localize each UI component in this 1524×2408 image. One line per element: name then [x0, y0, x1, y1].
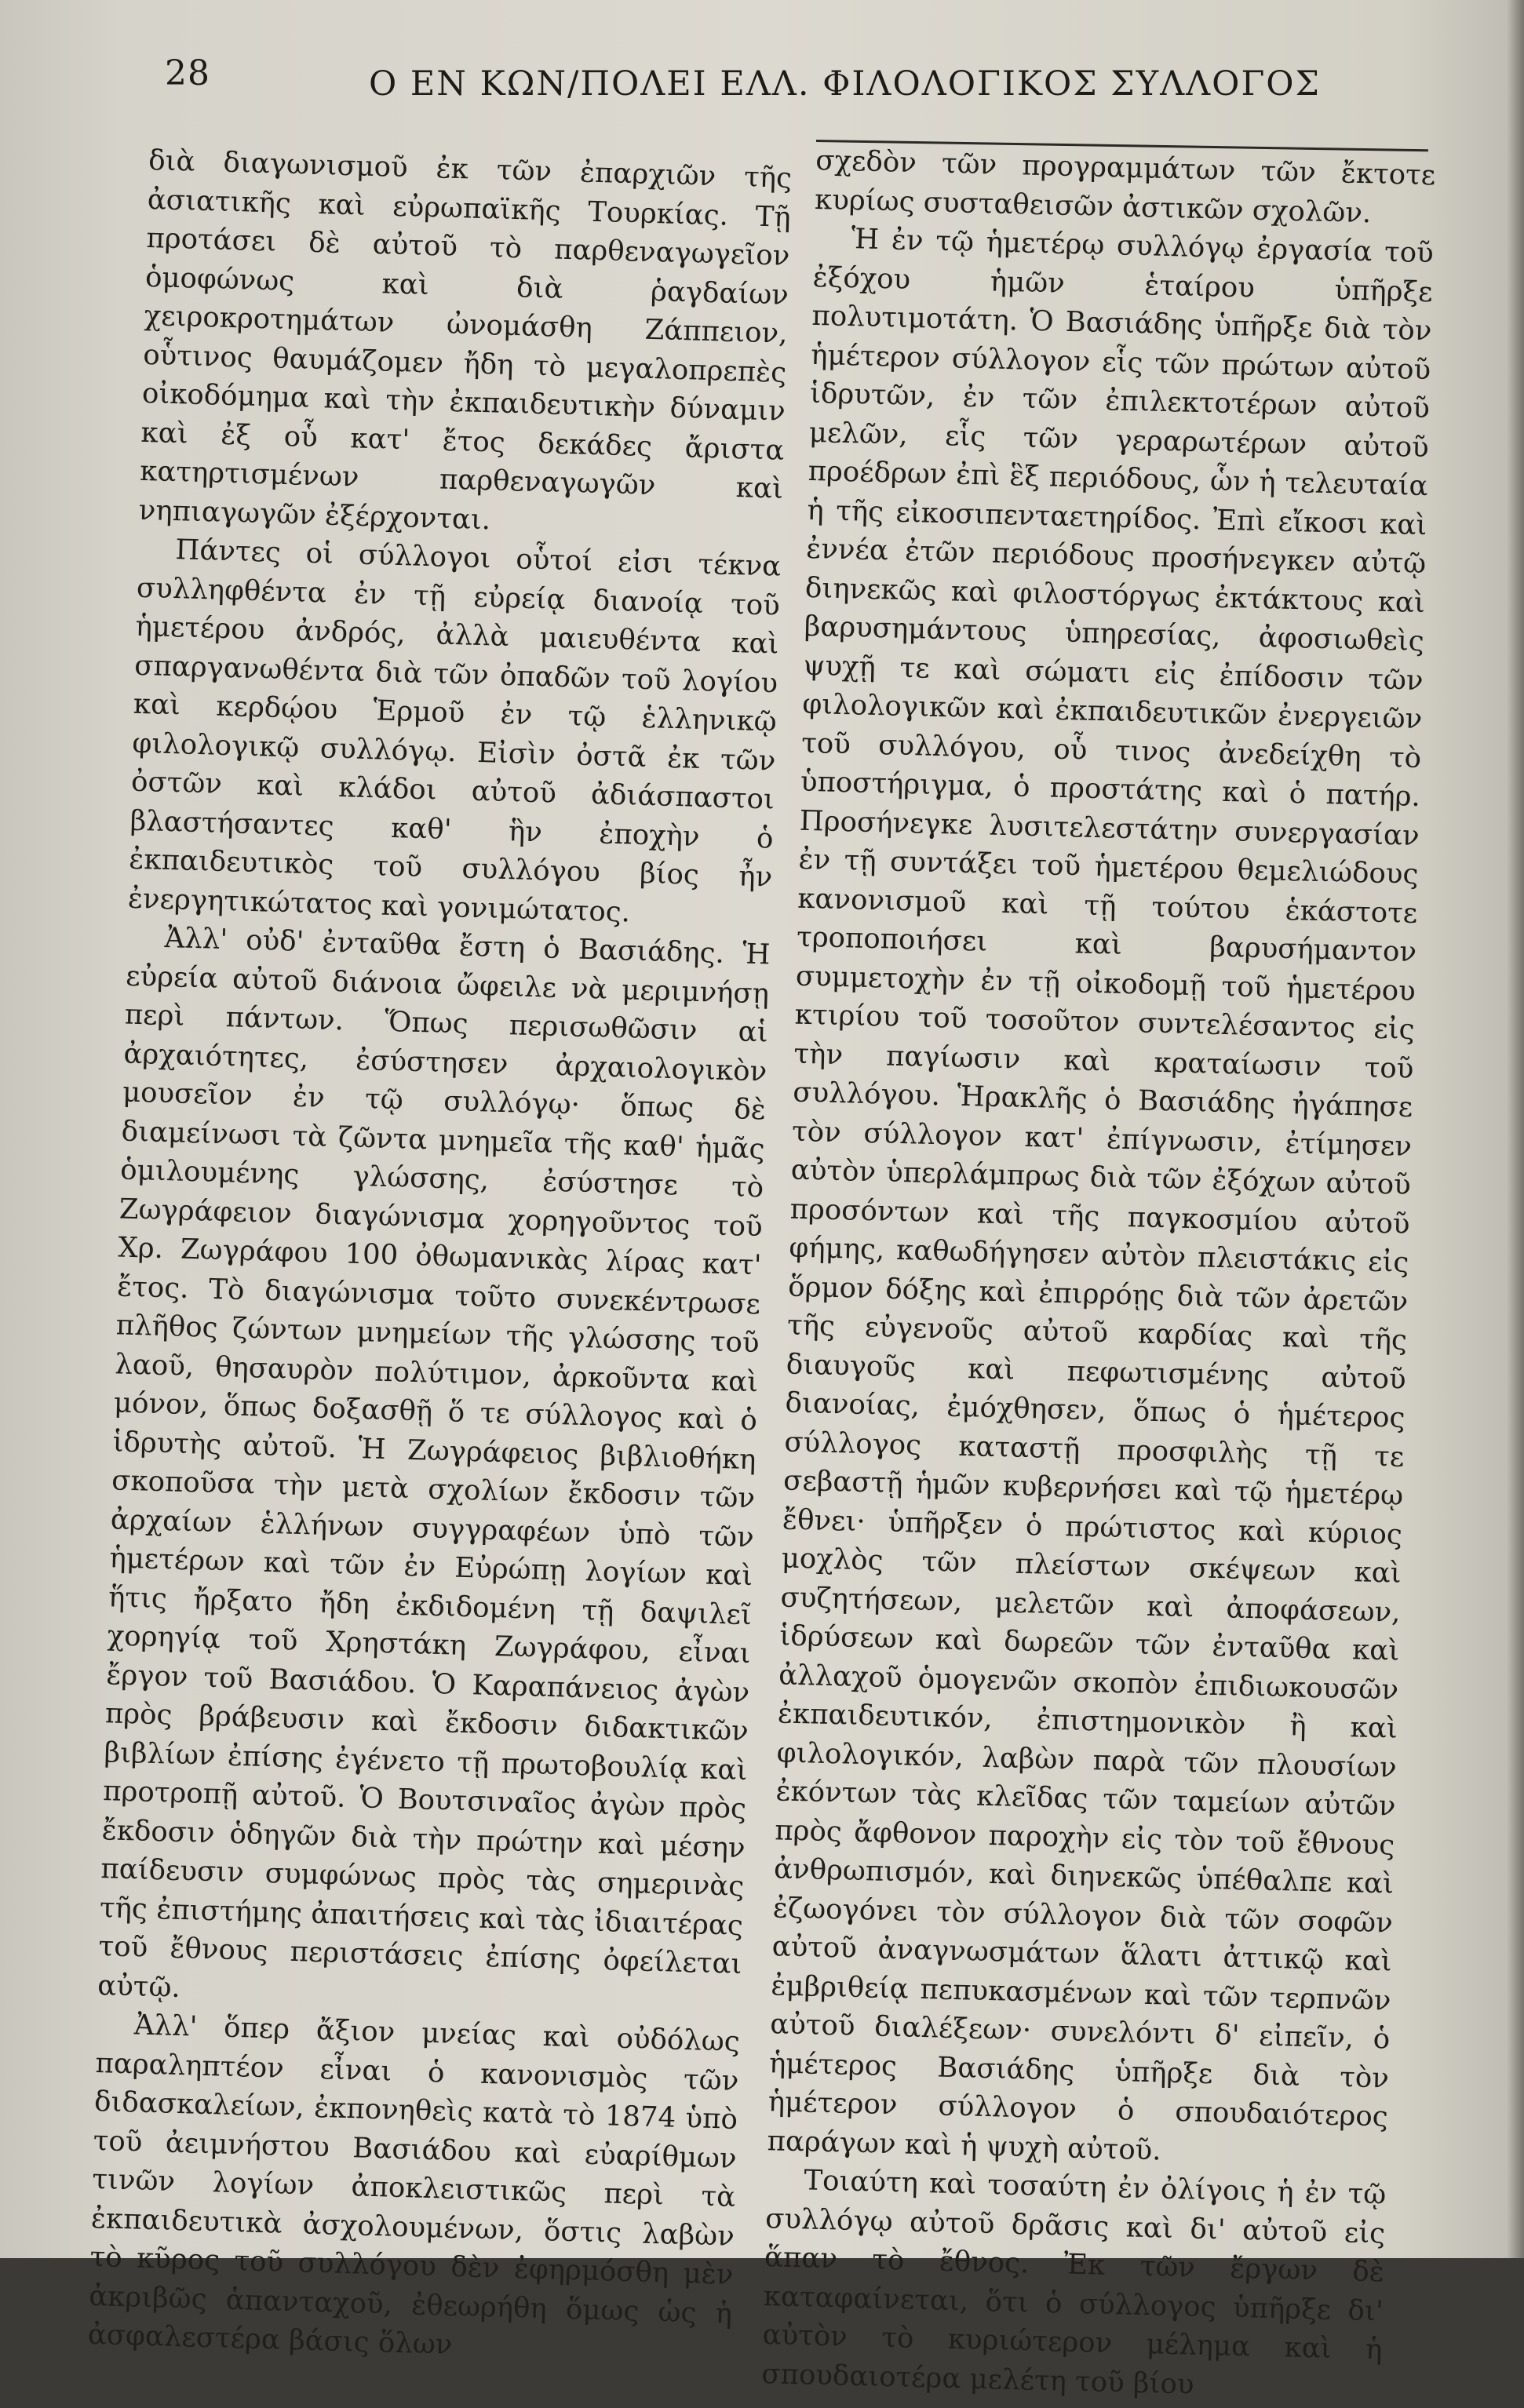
- left-paragraph: Πάντες οἱ σύλλογοι οὗτοί εἰσι τέκνα συλληφθέντα ἐν τῇ εὐρείᾳ διανοίᾳ τοῦ ἡμετέρου ἀνδρός, ἀλλὰ μαιευθέντα καὶ σπαργανωθέντα διὰ τῶν ὀπαδῶν τοῦ λογίου καὶ κερδῴου Ἑρμοῦ ἐν τῷ ἑλληνικῷ φιλολογικῷ συλλόγῳ. Εἰσὶν ὀστᾶ ἐκ τῶν ὀστῶν καὶ κλάδοι αὐτοῦ ἀδιάσπαστοι βλαστήσαντες καθ' ἣν ἐποχὴν ὁ ἐκπαιδευτικὸς τοῦ συλλόγου βίος ἦν ἐνεργητικώτατος καὶ γονιμώτατος.: [127, 534, 782, 928]
- left-paragraph: Ἀλλ' οὐδ' ἐνταῦθα ἔστη ὁ Βασιάδης. Ἡ εὐρεία αὐτοῦ διάνοια ὤφειλε νὰ μεριμνήσῃ περὶ πάντων. Ὅπως περισωθῶσιν αἱ ἀρχαιότητες, ἐσύστησεν ἀρχαιολογικὸν μουσεῖον ἐν τῷ συλλόγῳ· ὅπως δὲ διαμείνωσι τὰ ζῶντα μνημεῖα τῆς καθ' ἡμᾶς ὁμιλουμένης γλώσσης, ἐσύστησε τὸ Ζωγράφειον διαγώνισμα χορηγοῦντος τοῦ Χρ. Ζωγράφου 100 ὀθωμανικὰς λίρας κατ' ἔτος. Τὸ διαγώνισμα τοῦτο συνεκέντρωσε πλῆθος ζώντων μνημείων τῆς γλώσσης τοῦ λαοῦ, θησαυρὸν πολύτιμον, ἀρκοῦντα καὶ μόνον, ὅπως δοξασθῇ ὅ τε σύλλογος καὶ ὁ ἱδρυτὴς αὐτοῦ. Ἡ Ζωγράφειος βιβλιοθήκη σκοποῦσα τὴν μετὰ σχολίων ἔκδοσιν τῶν ἀρχαίων ἑλλήνων συγγραφέων ὑπὸ τῶν ἡμετέρων καὶ τῶν ἐν Εὐρώπῃ λογίων καὶ ἥτις ἤρξατο ἤδη ἐκδιδομένη τῇ δαψιλεῖ χορηγίᾳ τοῦ Χρηστάκη Ζωγράφου, εἶναι ἔργον τοῦ Βασιάδου. Ὁ Καραπάνειος ἀγὼν πρὸς βράβευσιν καὶ ἔκδοσιν διδακτικῶν βιβλίων ἐπίσης ἐγένετο τῇ πρωτοβουλίᾳ καὶ προτροπῇ αὐτοῦ. Ὁ Βουτσιναῖος ἀγὼν πρὸς ἔκδοσιν ὁδηγῶν διὰ τὴν πρώτην καὶ μέσην παίδευσιν συμφώνως πρὸς τὰς σημερινὰς τῆς ἐπιστήμης ἀπαιτήσεις καὶ τὰς ἰδιαιτέρας τοῦ ἔθνους περιστάσεις ἐπίσης ὀφείλεται αὐτῷ.: [97, 921, 771, 2004]
- left-paragraph: Ἀλλ' ὅπερ ἄξιον μνείας καὶ οὐδόλως παραληπτέον εἶναι ὁ κανονισμὸς τῶν διδασκαλείων, ἐκπονηθεὶς κατὰ τὸ 1874 ὑπὸ τοῦ ἀειμνήστου Βασιάδου καὶ εὐαρίθμων τινῶν λογίων ἀποκλειστικῶς περὶ τὰ ἐκπαιδευτικὰ ἀσχολουμένων, ὅστις λαβὼν τὸ κῦρος τοῦ συλλόγου δὲν ἐφηρμόσθη μὲν ἀκριβῶς ἁπανταχοῦ, ἐθεωρήθη ὅμως ὡς ἡ ἀσφαλεστέρα βάσις ὅλων: [87, 2009, 741, 2361]
- right-paragraph: Ἡ ἐν τῷ ἡμετέρῳ συλλόγῳ ἐργασία τοῦ ἐξόχου ἡμῶν ἑταίρου ὑπῆρξε πολυτιμοτάτη. Ὁ Βασιάδης ὑπῆρξε διὰ τὸν ἡμέτερον σύλλογον εἷς τῶν πρώτων αὐτοῦ ἱδρυτῶν, ἐν τῶν ἐπιλεκτοτέρων αὐτοῦ μελῶν, εἷς τῶν γεραρωτέρων αὐτοῦ προέδρων ἐπὶ ἓξ περιόδους, ὧν ἡ τελευταία ἡ τῆς εἰκοσιπενταετηρίδος. Ἐπὶ εἴκοσι καὶ ἐννέα ἐτῶν περιόδους προσήνεγκεν αὐτῷ διηνεκῶς καὶ φιλοστόργως ἐκτάκτους καὶ βαρυσημάντους ὑπηρεσίας, ἀφοσιωθεὶς ψυχῇ τε καὶ σώματι εἰς ἐπίδοσιν τῶν φιλολογικῶν καὶ ἐκπαιδευτικῶν ἐνεργειῶν τοῦ συλλόγου, οὗ τινος ἀνεδείχθη τὸ ὑποστήριγμα, ὁ προστάτης καὶ ὁ πατήρ. Προσήνεγκε λυσιτελεστάτην συνεργασίαν ἐν τῇ συντάξει τοῦ ἡμετέρου θεμελιώδους κανονισμοῦ καὶ τῇ τούτου ἑκάστοτε τροποποιήσει καὶ βαρυσήμαντον συμμετοχὴν ἐν τῇ οἰκοδομῇ τοῦ ἡμετέρου κτιρίου τοῦ τοσοῦτον συντελέσαντος εἰς τὴν παγίωσιν καὶ κραταίωσιν τοῦ συλλόγου. Ἡρακλῆς ὁ Βασιάδης ἠγάπησε τὸν σύλλογον κατ' ἐπίγνωσιν, ἐτίμησεν αὐτὸν ὑπερλάμπρως διὰ τῶν ἐξόχων αὐτοῦ προσόντων καὶ τῆς παγκοσμίου αὐτοῦ φήμης, καθωδήγησεν αὐτὸν πλειστάκις εἰς ὅρμον δόξης καὶ ἐπιρρόῃς διὰ τῶν ἀρετῶν τῆς εὐγενοῦς αὐτοῦ καρδίας καὶ τῆς διαυγοῦς καὶ πεφωτισμένης αὐτοῦ διανοίας, ἐμόχθησεν, ὅπως ὁ ἡμέτερος σύλλογος καταστῇ προσφιλὴς τῇ τε σεβαστῇ ἡμῶν κυβερνήσει καὶ τῷ ἡμετέρῳ ἔθνει· ὑπῆρξεν ὁ πρώτιστος καὶ κύριος μοχλὸς τῶν πλείστων σκέψεων καὶ συζητήσεων, μελετῶν καὶ ἀποφάσεων, ἱδρύσεων καὶ δωρεῶν τῶν ἐνταῦθα καὶ ἀλλαχοῦ ὁμογενῶν σκοπὸν ἐπιδιωκουσῶν ἐκπαιδευτικόν, ἐπιστημονικὸν ἢ καὶ φιλολογικόν, λαβὼν παρὰ τῶν πλουσίων ἐκόντων τὰς κλεῖδας τῶν ταμείων αὐτῶν πρὸς ἄφθονον παροχὴν εἰς τὸν τοῦ ἔθνους ἀνθρωπισμόν, καὶ διηνεκῶς ὑπέθαλπε καὶ ἐζωογόνει τὸν σύλλογον διὰ τῶν σοφῶν αὐτοῦ ἀναγνωσμάτων ἅλατι ἀττικῷ καὶ ἐμβριθείᾳ πεπυκασμένων καὶ τῶν τερπνῶν αὐτοῦ διαλέξεων· συνελόντι δ' εἰπεῖν, ὁ ἡμέτερος Βασιάδης ὑπῆρξε διὰ τὸν ἡμέτερον σύλλογον ὁ σπουδαιότερος παράγων καὶ ἡ ψυχὴ αὐτοῦ.: [767, 223, 1435, 2166]
- right-column: [761, 141, 1436, 2408]
- right-paragraph: σχεδὸν τῶν προγραμμάτων τῶν ἔκτοτε κυρίως συσταθεισῶν ἀστικῶν σχολῶν.: [814, 144, 1436, 229]
- page-number: 28: [165, 53, 210, 93]
- scan-shadow: [1507, 0, 1524, 2258]
- page-header: [118, 49, 1444, 119]
- left-column: [87, 141, 792, 2372]
- right-paragraph: Τοιαύτη καὶ τοσαύτη ἐν ὀλίγοις ἡ ἐν τῷ συλλόγῳ αὐτοῦ δρᾶσις καὶ δι' αὐτοῦ εἰς ἅπαν τὸ ἔθνος. Ἐκ τῶν ἔργων δὲ καταφαίνεται, ὅτι ὁ σύλλογος ὑπῆρξε δι' αὐτὸν τὸ κυριώτερον μέλημα καὶ ἡ σπουδαιοτέρα μελέτη τοῦ βίου: [760, 2164, 1387, 2401]
- running-title: Ο ΕΝ ΚΩΝ/ΠΟΛΕΙ ΕΛΛ. ΦΙΛΟΛΟΓΙΚΟΣ ΣΥΛΛΟΓΟΣ: [369, 64, 1321, 104]
- left-paragraph: διὰ διαγωνισμοῦ ἐκ τῶν ἐπαρχιῶν τῆς ἀσιατικῆς καὶ εὐρωπαϊκῆς Τουρκίας. Τῇ προτάσει δὲ αὐτοῦ τὸ παρθεναγωγεῖον ὁμοφώνως καὶ διὰ ῥαγδαίων χειροκροτημάτων ὠνομάσθη Ζάππειον, οὗτινος θαυμάζομεν ἤδη τὸ μεγαλοπρεπὲς οἰκοδόμημα καὶ τὴν ἐκπαιδευτικὴν δύναμιν καὶ ἐξ οὗ κατ' ἔτος δεκάδες ἄριστα κατηρτισμένων παρθεναγωγῶν καὶ νηπιαγωγῶν ἐξέρχονται.: [138, 144, 793, 536]
